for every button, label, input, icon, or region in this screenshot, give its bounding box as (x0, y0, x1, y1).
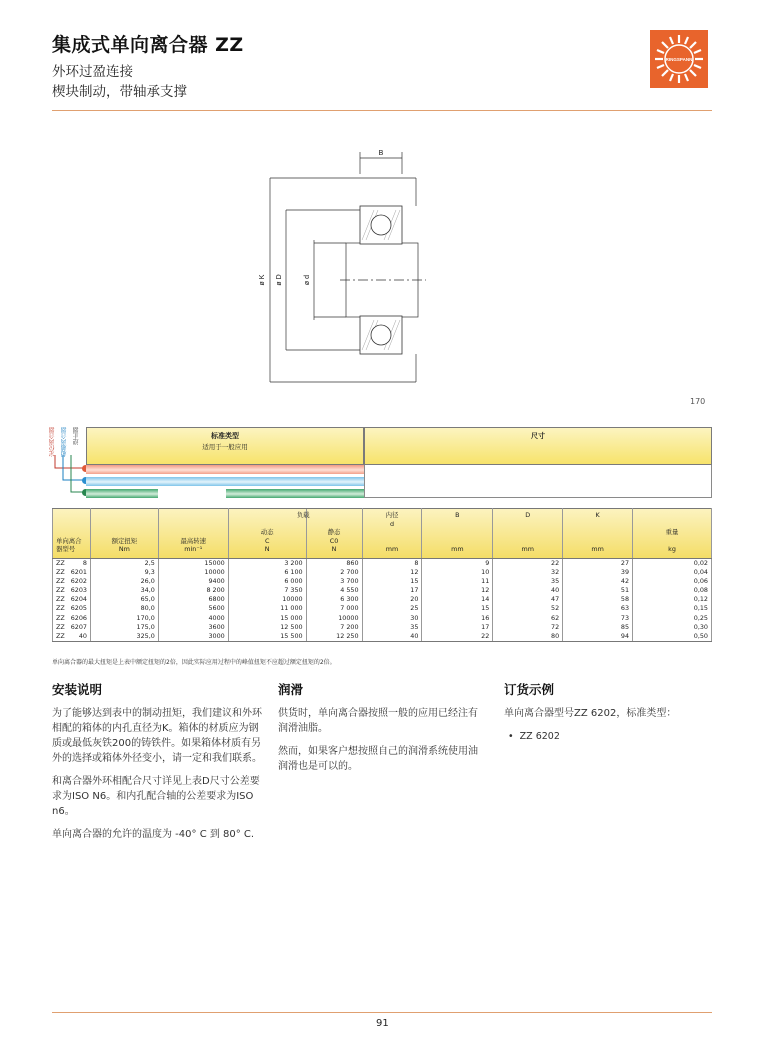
installation-heading: 安装说明 (52, 682, 103, 697)
th-torque: 额定扭矩 (111, 536, 138, 545)
table-row (53, 604, 712, 613)
th-static-unit: N (331, 545, 337, 553)
cell-value: 40 (493, 586, 563, 595)
cell-value: 22 (493, 559, 563, 569)
cell-model (53, 613, 91, 622)
cell-value: 58 (563, 595, 633, 604)
th-bore-sym: d (389, 519, 394, 528)
backstop-gap (158, 489, 226, 498)
th-dynamic-unit: N (264, 545, 270, 553)
cell-value: 12 (362, 568, 422, 577)
subtitle-fit: 外环过盈连接 (52, 64, 133, 80)
model-prefix: ZZ (56, 586, 65, 595)
cell-value: 0,30 (633, 623, 712, 632)
logo-text: RINGSPANN (665, 57, 693, 62)
model-size: 6206 (70, 613, 87, 622)
th-dynamic-sym: C (264, 536, 270, 545)
cell-value: 4000 (158, 613, 228, 622)
cell-value: 10000 (158, 568, 228, 577)
cell-value: 9,3 (90, 568, 158, 577)
cell-model (53, 595, 91, 604)
bottom-rule (52, 1012, 712, 1013)
cell-value: 14 (422, 595, 493, 604)
cell-value: 0,06 (633, 577, 712, 586)
model-prefix: ZZ (56, 622, 65, 631)
label-indexing: 定位离合器 (49, 427, 56, 457)
cell-value: 3000 (158, 632, 228, 642)
cell-value: 51 (563, 586, 633, 595)
cell-value: 7 200 (306, 623, 362, 632)
table-row (53, 595, 712, 604)
th-d-unit: mm (521, 545, 534, 553)
th-bore: 内径 (385, 511, 399, 519)
specification-table (52, 508, 712, 642)
label-b: B (378, 150, 384, 157)
cell-value: 42 (563, 577, 633, 586)
th-dynamic: 动态 (260, 528, 274, 536)
cell-value: 170,0 (90, 613, 158, 622)
cell-value: 32 (493, 568, 563, 577)
cell-value: 8 (362, 559, 422, 569)
model-size: 8 (82, 559, 87, 567)
cell-value: 8 200 (158, 586, 228, 595)
cell-value: 10000 (228, 595, 306, 604)
application-stripes (86, 465, 364, 498)
cell-value: 30 (362, 613, 422, 622)
th-bore-unit: mm (385, 545, 399, 553)
installation-p2: 和离合器外环相配合尺寸详见上表D尺寸公差要求为ISO N6。和内孔配合轴的公差要求为ISO n6。 (52, 776, 260, 817)
th-torque-unit: Nm (118, 545, 130, 553)
cell-model (53, 604, 91, 613)
th-static: 静态 (327, 528, 341, 536)
cell-value: 72 (493, 623, 563, 632)
cell-value: 16 (422, 613, 493, 622)
cell-value: 12 500 (228, 623, 306, 632)
cell-value: 15 (422, 604, 493, 613)
standard-type-header (86, 427, 364, 465)
cell-value: 35 (362, 623, 422, 632)
table-row (53, 586, 712, 595)
model-size: 6202 (70, 577, 87, 586)
cell-value: 80 (493, 632, 563, 642)
cell-value: 6 100 (228, 568, 306, 577)
model-size: 40 (78, 631, 87, 640)
cell-value: 11 (422, 577, 493, 586)
cell-value: 3600 (158, 623, 228, 632)
label-overrunning: 超越离合器 (61, 427, 68, 457)
th-speed: 最高转速 (180, 536, 207, 545)
installation-p3: 单向离合器的允许的温度为 -40° C 到 80° C. (52, 829, 255, 840)
cell-value: 6 000 (228, 577, 306, 586)
model-size: 6205 (70, 604, 87, 613)
order-p1: 单向离合器型号ZZ 6202，标准类型： (504, 708, 677, 719)
standard-type-title: 标准类型 (211, 432, 239, 440)
cell-value: 39 (563, 568, 633, 577)
cell-value: 5600 (158, 604, 228, 613)
cell-value: 94 (563, 632, 633, 642)
cell-value: 10000 (306, 613, 362, 622)
order-example-section (504, 680, 712, 742)
table-row (53, 568, 712, 577)
label-d-outer: ø D (276, 274, 283, 286)
model-prefix: ZZ (56, 595, 65, 604)
model-size: 6204 (70, 595, 87, 604)
cell-value: 35 (493, 577, 563, 586)
cell-value: 10 (422, 568, 493, 577)
lubrication-section (278, 680, 483, 782)
cell-value: 4 550 (306, 586, 362, 595)
cell-value: 15 (362, 577, 422, 586)
model-prefix: ZZ (56, 559, 65, 567)
cell-value: 2,5 (90, 559, 158, 569)
table-body (53, 559, 712, 642)
cell-value: 7 350 (228, 586, 306, 595)
cell-value: 17 (422, 623, 493, 632)
table-row (53, 613, 712, 622)
cell-value: 9400 (158, 577, 228, 586)
cell-value: 17 (362, 586, 422, 595)
order-heading: 订货示例 (504, 682, 555, 697)
cell-value: 62 (493, 613, 563, 622)
page-title: 集成式单向离合器 ZZ (52, 34, 244, 56)
cell-value: 26,0 (90, 577, 158, 586)
cell-value: 0,12 (633, 595, 712, 604)
dimensions-title: 尺寸 (531, 432, 545, 440)
cell-model (53, 623, 91, 632)
model-size: 6201 (70, 568, 87, 577)
cell-model (53, 632, 91, 642)
cell-model (53, 559, 91, 569)
cell-value: 2 700 (306, 568, 362, 577)
cell-value: 15 000 (228, 613, 306, 622)
cell-model (53, 577, 91, 586)
lubrication-p2: 然而，如果客户想按照自己的润滑系统使用油润滑也是可以的。 (278, 746, 478, 772)
th-weight-unit: kg (668, 545, 676, 553)
cell-value: 175,0 (90, 623, 158, 632)
technical-drawing (250, 140, 450, 390)
model-prefix: ZZ (56, 577, 65, 586)
th-speed-unit: min⁻¹ (184, 545, 203, 553)
model-size: 6203 (70, 586, 87, 595)
cell-model (53, 586, 91, 595)
cell-value: 20 (362, 595, 422, 604)
standard-type-sub: 适用于一般应用 (202, 443, 248, 451)
cell-value: 0,50 (633, 632, 712, 642)
cell-value: 27 (563, 559, 633, 569)
indexing-stripe (86, 465, 364, 474)
model-prefix: ZZ (56, 604, 65, 613)
cell-value: 6 300 (306, 595, 362, 604)
cell-value: 7 000 (306, 604, 362, 613)
cell-value: 52 (493, 604, 563, 613)
top-rule (52, 110, 712, 111)
lubrication-heading: 润滑 (278, 682, 304, 697)
table-footnote: 单向离合器的最大扭矩是上表中额定扭矩的2倍，因此实际应用过程中的峰值扭矩不应超过额定扭矩的2倍。 (52, 659, 336, 666)
th-static-sym: C0 (329, 536, 339, 545)
cell-value: 0,02 (633, 559, 712, 569)
th-d: D (525, 511, 531, 519)
cell-value: 80,0 (90, 604, 158, 613)
model-prefix: ZZ (56, 631, 65, 640)
th-b: B (455, 511, 460, 519)
cell-value: 22 (422, 632, 493, 642)
model-prefix: ZZ (56, 613, 65, 622)
page-number: 91 (376, 1018, 389, 1029)
cell-value: 40 (362, 632, 422, 642)
cell-value: 47 (493, 595, 563, 604)
model-prefix: ZZ (56, 568, 65, 577)
th-k-unit: mm (591, 545, 604, 553)
cell-model (53, 568, 91, 577)
th-model: 单向离合器型号 (56, 536, 82, 553)
order-bullet-text: ZZ 6202 (519, 731, 560, 742)
cell-value: 3 200 (228, 559, 306, 569)
cell-value: 12 250 (306, 632, 362, 642)
figure-number: 170 (690, 397, 706, 406)
lubrication-p1: 供货时，单向离合器按照一般的应用已经注有润滑油脂。 (278, 708, 478, 734)
cell-value: 34,0 (90, 586, 158, 595)
th-load: 负载 (296, 511, 310, 519)
label-k: ø K (259, 274, 266, 286)
cell-value: 0,08 (633, 586, 712, 595)
cell-value: 325,0 (90, 632, 158, 642)
cell-value: 0,04 (633, 568, 712, 577)
th-b-unit: mm (451, 545, 464, 553)
cell-value: 3 700 (306, 577, 362, 586)
th-weight: 重量 (665, 528, 679, 536)
cell-value: 0,15 (633, 604, 712, 613)
cell-value: 11 000 (228, 604, 306, 613)
table-header-row (53, 509, 712, 559)
cell-value: 15000 (158, 559, 228, 569)
cell-value: 0,25 (633, 613, 712, 622)
cell-value: 15 500 (228, 632, 306, 642)
dimensions-header (364, 427, 712, 465)
cell-value: 85 (563, 623, 633, 632)
label-d-inner: ø d (304, 274, 311, 286)
table-row (53, 559, 712, 569)
cell-value: 6800 (158, 595, 228, 604)
cell-value: 63 (563, 604, 633, 613)
table-row (53, 623, 712, 632)
table-row (53, 632, 712, 642)
cell-value: 12 (422, 586, 493, 595)
cell-value: 73 (563, 613, 633, 622)
cell-value: 860 (306, 559, 362, 569)
installation-p1: 为了能够达到表中的制动扭矩，我们建议和外环相配的箱体的内孔直径为K。箱体的材质应为钢质或最低灰铁200的铸铁件。如果箱体材质有另外的选择或箱体外径变小，请一定和我们联系。 (52, 708, 262, 764)
dimensions-stripe-area (364, 465, 712, 498)
cell-value: 25 (362, 604, 422, 613)
table-row (53, 577, 712, 586)
model-size: 6207 (70, 622, 87, 631)
cell-value: 65,0 (90, 595, 158, 604)
cell-value: 9 (422, 559, 493, 569)
overrunning-stripe (86, 477, 364, 486)
installation-section (52, 680, 262, 850)
ringspann-logo (650, 30, 708, 88)
order-bullet: • ZZ 6202 (508, 731, 560, 742)
th-k: K (595, 511, 600, 519)
label-backstop: 逆止器 (73, 427, 80, 445)
subtitle-sprag: 楔块制动，带轴承支撑 (52, 84, 187, 100)
